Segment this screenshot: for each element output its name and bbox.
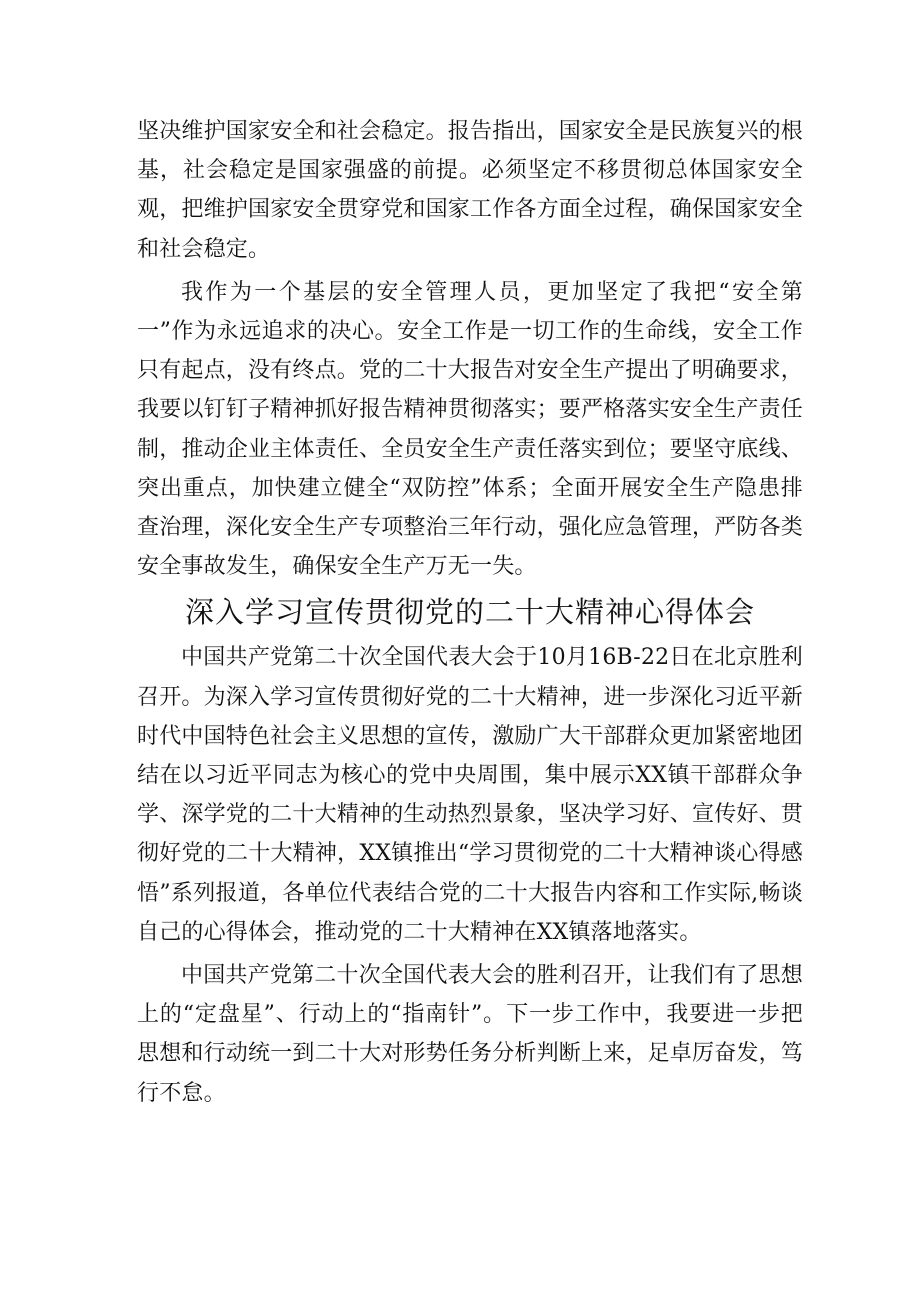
article-title: 深入学习宣传贯彻党的二十大精神心得体会 xyxy=(184,595,755,630)
paragraph-safety-manager: 我作为一个基层的安全管理人员，更加坚定了我把“安全第一”作为永远追求的决心。安全工作是一切工作的生命线，安全工作只有起点，没有终点。党的二十大报告对安全生产提出了明确要求，我要以钉钉子精神抓好报告精神贯彻落实；要严格落实安全生产责任制，推动企业主体责任、全员安全生产责任落实到位；要坚守底线、突出重点，加快建立健全“双防控”体系；全面开展安全生产隐患排查治理，深化安全生产专项整治三年行动，强化应急管理，严防各类安全事故发生，确保安全生产万无一失。 xyxy=(137,279,804,580)
paragraph-next-steps: 中国共产党第二十次全国代表大会的胜利召开，让我们有了思想上的“定盘星”、行动上的“指南针”。下一步工作中，我要进一步把思想和行动统一到二十大对形势任务分析判断上来，足卓厉奋发，笃行不怠。 xyxy=(137,963,804,1106)
document-page xyxy=(137,112,803,1113)
paragraph-national-security: 坚决维护国家安全和社会稳定。报告指出，国家安全是民族复兴的根基，社会稳定是国家强盛的前提。必须坚定不移贯彻总体国家安全观，把维护国家安全贯穿党和国家工作各方面全过程，确保国家安全和社会稳定。 xyxy=(137,119,804,262)
paragraph-congress-intro: 中国共产党第二十次全国代表大会于10月16B-22日在北京胜利召开。为深入学习宣传贯彻好党的二十大精神，进一步深化习近平新时代中国特色社会主义思想的宣传，激励广大干部群众更加紧密地团结在以习近平同志为核心的党中央周围，集中展示XX镇干部群众争学、深学党的二十大精神的生动热烈景象，坚决学习好、宣传好、贯彻好党的二十大精神，XX镇推出“学习贯彻党的二十大精神谈心得感悟”系列报道，各单位代表结合党的二十大报告内容和工作实际,畅谈自己的心得体会，推动党的二十大精神在XX镇落地落实。 xyxy=(137,645,804,945)
